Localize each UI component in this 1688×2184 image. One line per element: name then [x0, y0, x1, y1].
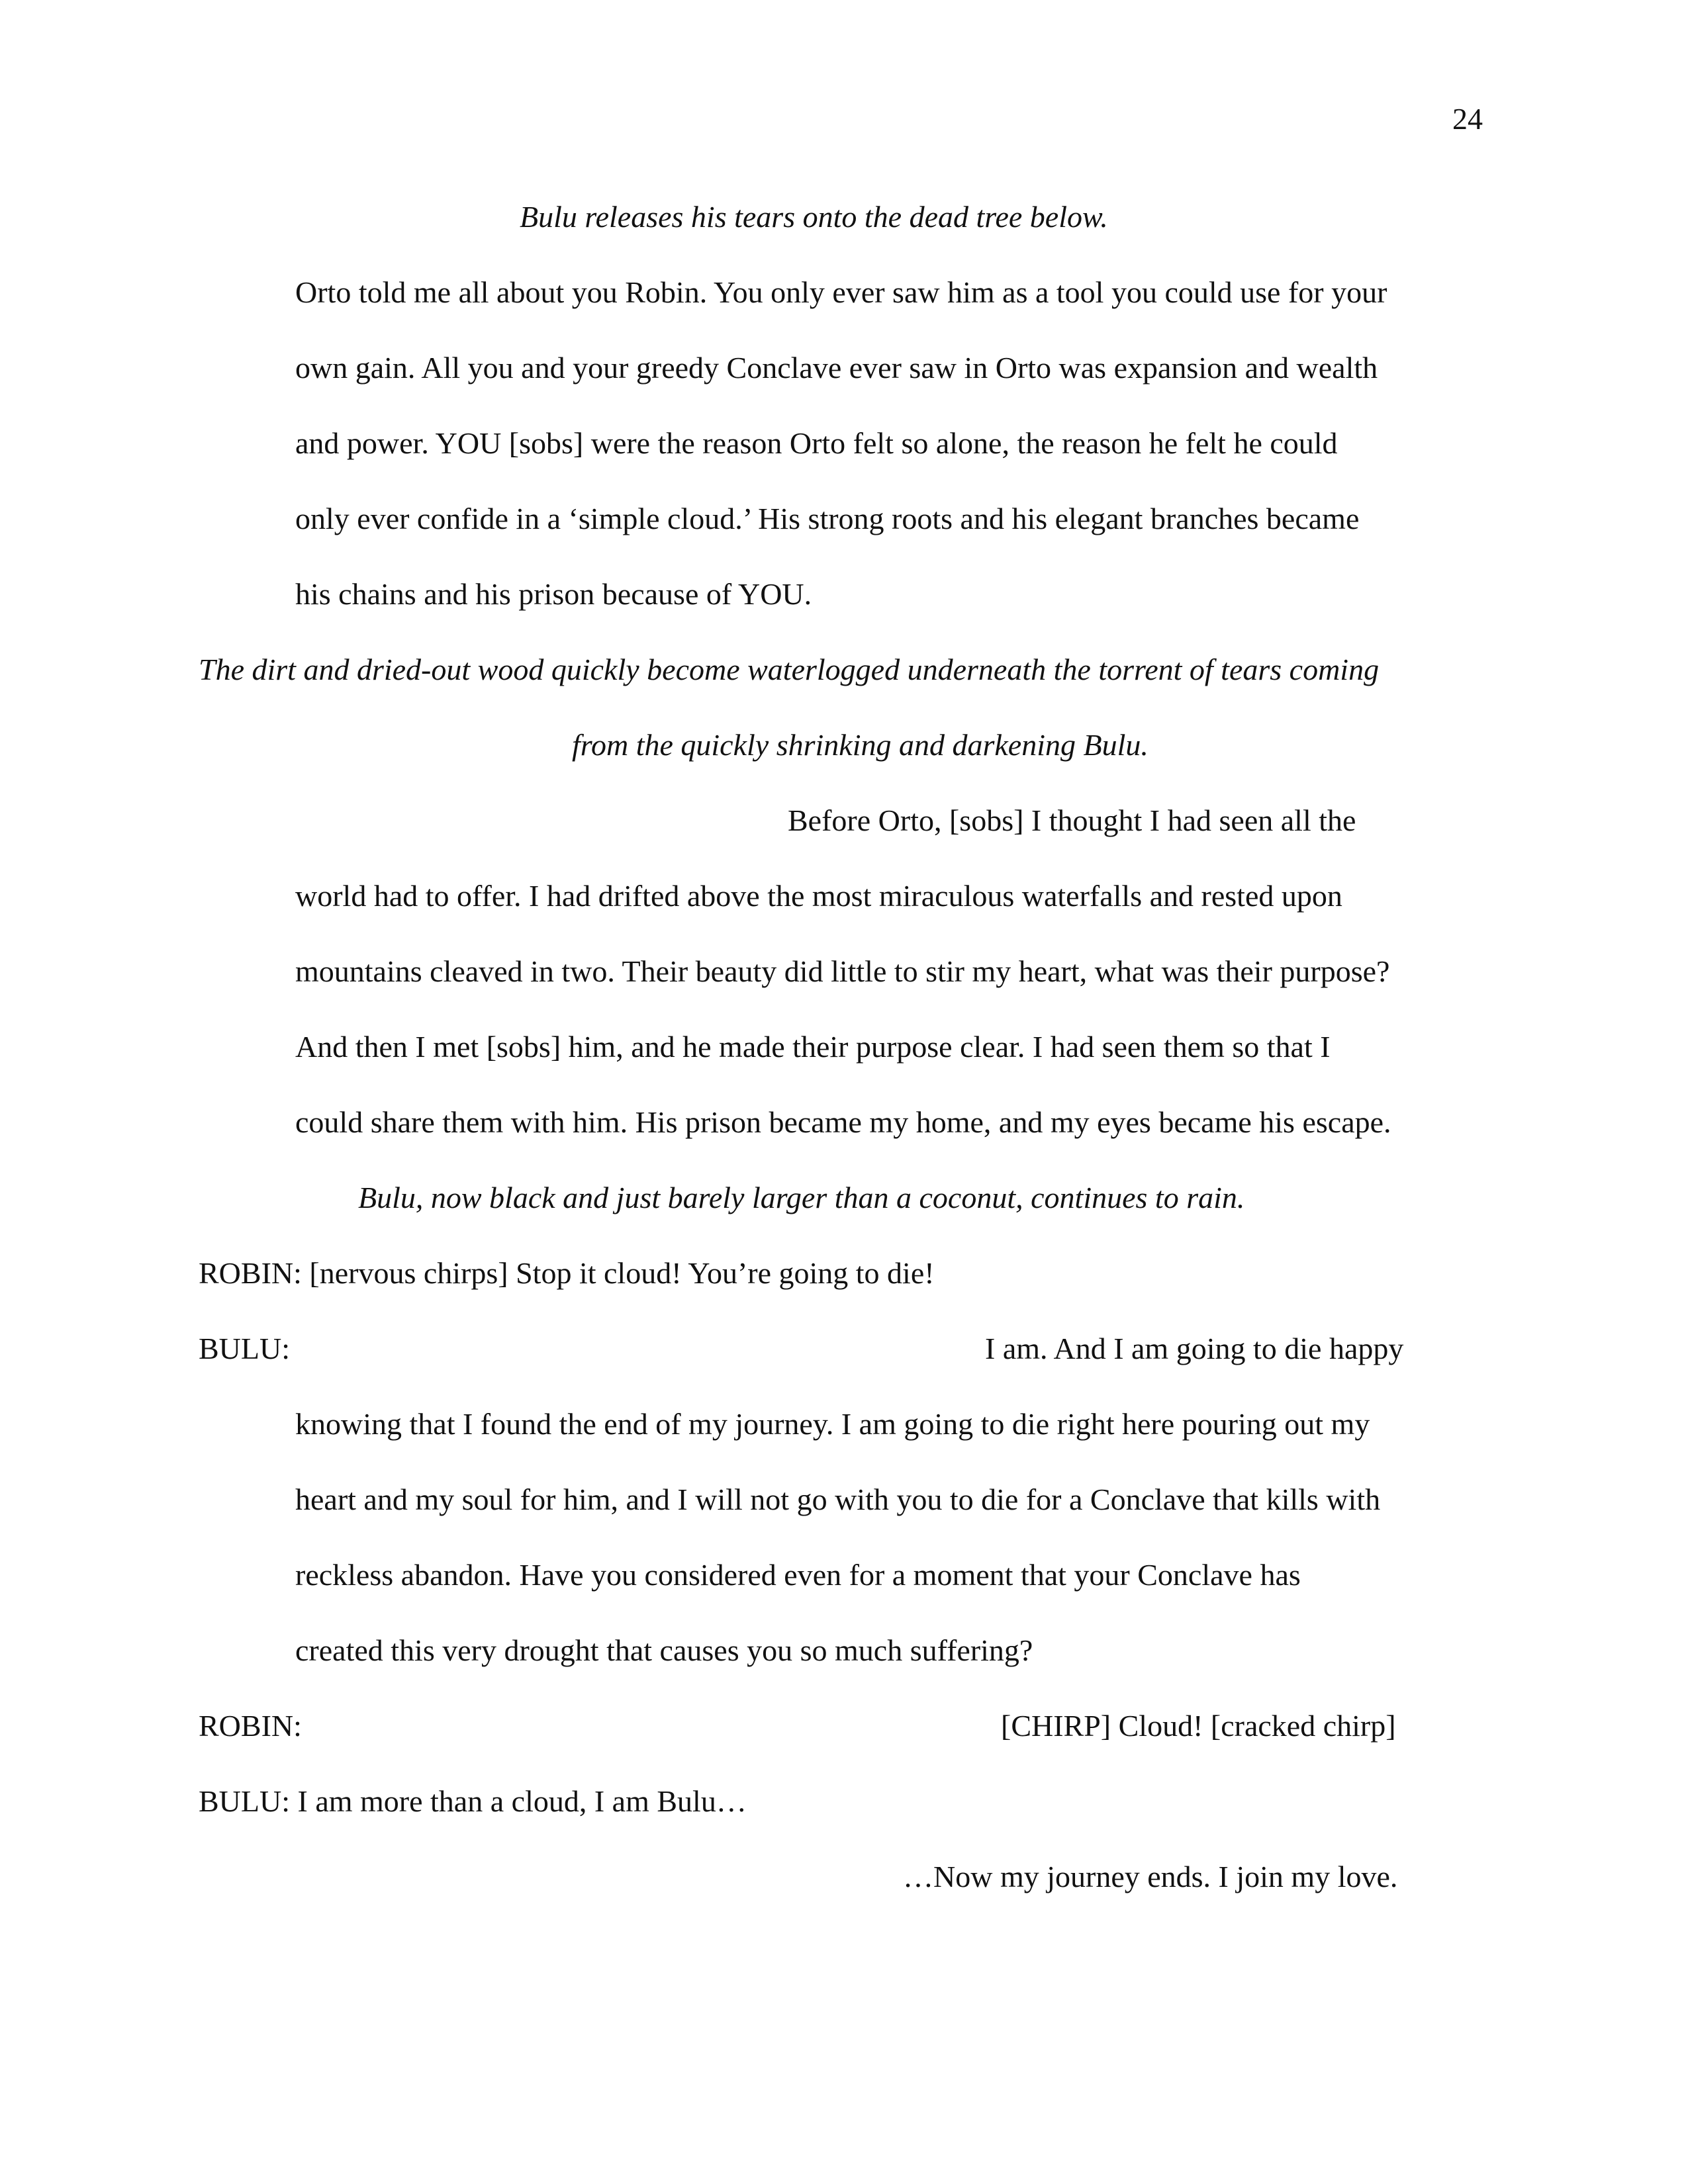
dialogue-line: mountains cleaved in two. Their beauty did little to stir my heart, what was their purpose? [295, 954, 1390, 988]
dialogue-line: …Now my journey ends. I join my love. [903, 1860, 1398, 1893]
dialogue-line: [CHIRP] Cloud! [cracked chirp] [1001, 1709, 1396, 1743]
dialogue-line: world had to offer. I had drifted above the most miraculous waterfalls and rested upon [295, 879, 1342, 913]
speaker-name: ROBIN: [199, 1709, 302, 1743]
dialogue-line: BULU: I am more than a cloud, I am Bulu… [199, 1784, 747, 1818]
page-number: 24 [1452, 102, 1483, 136]
dialogue-line: could share them with him. His prison became my home, and my eyes became his escape. [295, 1105, 1391, 1139]
stage-direction: The dirt and dried-out wood quickly become waterlogged underneath the torrent of tears coming [199, 653, 1380, 686]
dialogue-line: ROBIN: [nervous chirps] Stop it cloud! You’re going to die! [199, 1256, 935, 1290]
dialogue-line: heart and my soul for him, and I will not go with you to die for a Conclave that kills with [295, 1482, 1381, 1516]
dialogue-line: his chains and his prison because of YOU. [295, 577, 812, 611]
dialogue-line: created this very drought that causes you so much suffering? [295, 1633, 1033, 1667]
dialogue-line: And then I met [sobs] him, and he made their purpose clear. I had seen them so that I [295, 1030, 1331, 1064]
speaker-name: BULU: [199, 1332, 290, 1365]
dialogue-line: Before Orto, [sobs] I thought I had seen all the [788, 803, 1356, 837]
dialogue-line: reckless abandon. Have you considered even for a moment that your Conclave has [295, 1558, 1301, 1592]
stage-direction: from the quickly shrinking and darkening Bulu. [572, 728, 1149, 762]
dialogue-line: and power. YOU [sobs] were the reason Orto felt so alone, the reason he felt he could [295, 426, 1338, 460]
dialogue-line: only ever confide in a ‘simple cloud.’ His strong roots and his elegant branches became [295, 502, 1360, 535]
dialogue-line: own gain. All you and your greedy Conclave ever saw in Orto was expansion and wealth [295, 351, 1378, 385]
stage-direction: Bulu, now black and just barely larger than a coconut, continues to rain. [358, 1181, 1245, 1214]
dialogue-line: Orto told me all about you Robin. You only ever saw him as a tool you could use for your [295, 275, 1387, 309]
dialogue-line: I am. And I am going to die happy [985, 1332, 1404, 1365]
stage-direction: Bulu releases his tears onto the dead tree below. [520, 200, 1108, 234]
dialogue-line: knowing that I found the end of my journey. I am going to die right here pouring out my [295, 1407, 1370, 1441]
